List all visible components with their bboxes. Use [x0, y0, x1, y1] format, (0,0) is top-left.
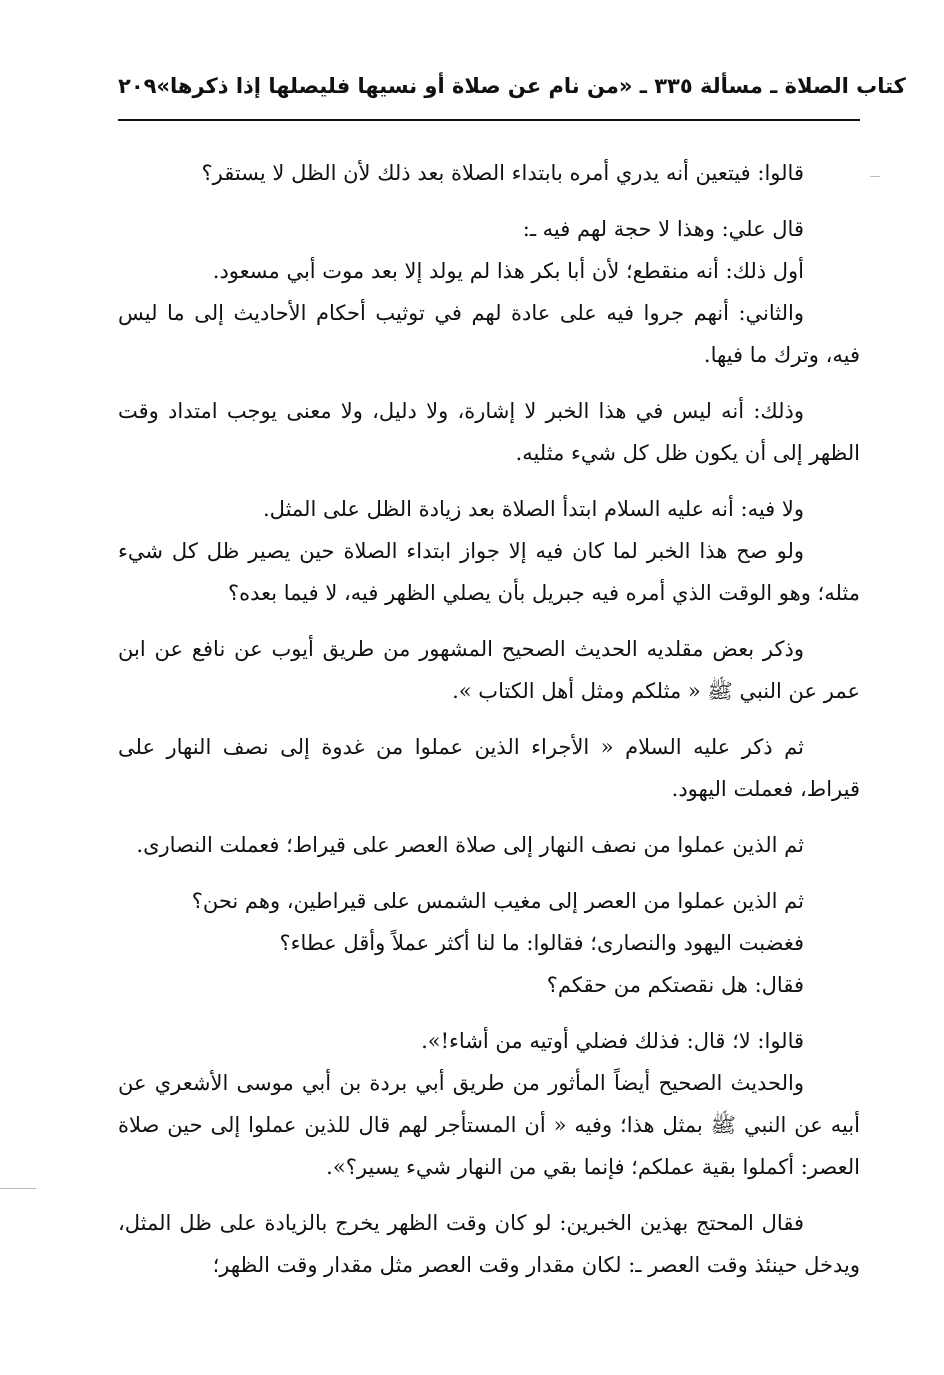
paragraph: ولو صح هذا الخبر لما كان فيه إلا جواز ابتداء الصلاة حين يصير ظل كل شيء مثله؛ وهو الوقت الذي أمره فيه جبريل بأن يصلي الظهر فيه، لا فيما بعده؟ [118, 539, 860, 605]
paragraph: فغضبت اليهود والنصارى؛ فقالوا: ما لنا أكثر عملاً وأقل عطاء؟ [279, 931, 804, 955]
paragraph: فقال: هل نقصتكم من حقكم؟ [546, 973, 804, 997]
scan-mark [0, 1188, 36, 1189]
page-header [118, 66, 906, 106]
paragraph: وذلك: أنه ليس في هذا الخبر لا إشارة، ولا دليل، ولا معنى يوجب امتداد وقت الظهر إلى أن يكون ظل كل شيء مثليه. [118, 399, 860, 465]
paragraph: وذكر بعض مقلديه الحديث الصحيح المشهور من طريق أيوب عن نافع عن ابن عمر عن النبي ﷺ « مثلكم ومثل أهل الكتاب ». [118, 637, 860, 703]
page-number: ٢٠٩ [118, 74, 157, 98]
paragraph: ثم الذين عملوا من العصر إلى مغيب الشمس على قيراطين، وهم نحن؟ [191, 889, 804, 913]
paragraph: ولا فيه: أنه عليه السلام ابتدأ الصلاة بعد زيادة الظل على المثل. [263, 497, 804, 521]
paragraph: أول ذلك: أنه منقطع؛ لأن أبا بكر هذا لم يولد إلا بعد موت أبي مسعود. [212, 259, 804, 283]
paragraph: ثم ذكر عليه السلام « الأجراء الذين عملوا من غدوة إلى نصف النهار على قيراط، فعملت اليهود. [118, 735, 860, 801]
scan-mark [870, 176, 880, 177]
text-body [118, 152, 860, 1286]
paragraph: والحديث الصحيح أيضاً المأثور من طريق أبي بردة بن أبي موسى الأشعري عن أبيه عن النبي ﷺ بمثل هذا؛ وفيه « أن المستأجر لهم قال للذين عملوا إلى حين صلاة العصر: أكملوا بقية عملكم؛ فإنما بقي من النهار شيء يسير؟». [118, 1071, 860, 1179]
header-divider [118, 119, 860, 121]
paragraph: قالوا: فيتعين أنه يدري أمره بابتداء الصلاة بعد ذلك لأن الظل لا يستقر؟ [201, 161, 804, 185]
paragraph: قال علي: وهذا لا حجة لهم فيه ـ: [522, 217, 804, 241]
paragraph: ثم الذين عملوا من نصف النهار إلى صلاة العصر على قيراط؛ فعملت النصارى. [136, 833, 804, 857]
paragraph: قالوا: لا؛ قال: فذلك فضلي أوتيه من أشاء!». [421, 1029, 804, 1053]
paragraph: والثاني: أنهم جروا فيه على عادة لهم في توثيب أحكام الأحاديث إلى ما ليس فيه، وترك ما فيها. [118, 301, 860, 367]
running-title: كتاب الصلاة ـ مسألة ٣٣٥ ـ «من نام عن صلاة أو نسيها فليصلها إذا ذكرها» [156, 74, 906, 98]
paragraph: فقال المحتج بهذين الخبرين: لو كان وقت الظهر يخرج بالزيادة على ظل المثل، ويدخل حينئذ وقت العصر ـ: لكان مقدار وقت العصر مثل مقدار وقت الظهر؛ [118, 1211, 860, 1277]
